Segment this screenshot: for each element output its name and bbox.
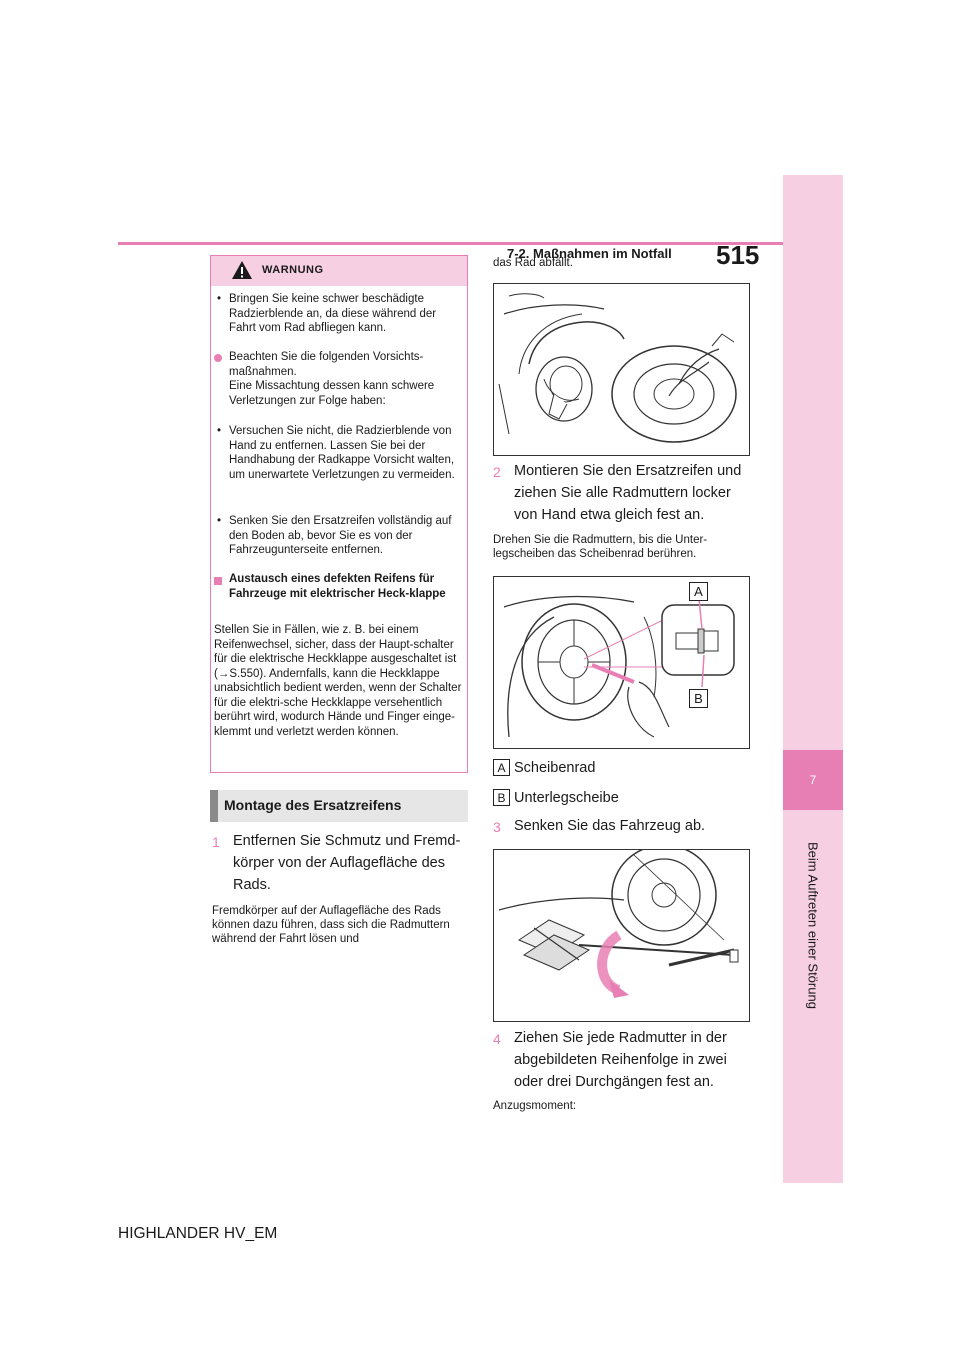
legend-a-text: Scheibenrad	[514, 760, 596, 776]
legend-label-b: B	[493, 789, 510, 806]
figure-lug-nut-tightening	[493, 576, 750, 749]
warning-item-5-title: Austausch eines defekten Reifens für Fahrzeuge mit elektrischer Heck-klappe	[229, 573, 446, 600]
chapter-title-text: Beim Auftreten einer Störung	[805, 842, 821, 1009]
warning-triangle-icon	[231, 260, 253, 280]
page-number: 515	[716, 240, 760, 270]
legend-label-a: A	[493, 759, 510, 776]
step-1-text: Entfernen Sie Schmutz und Fremd-körper von der Auflagefläche des Rads.	[233, 833, 461, 893]
step-4-note: Anzugsmoment:	[493, 1100, 577, 1112]
step-3-number: 3	[493, 819, 501, 835]
warning-item-4: Senken Sie den Ersatzreifen vollständig auf den Boden ab, bevor Sie es von der Fahrzeugunterseite entfernen.	[229, 515, 452, 556]
figure-label-b: B	[689, 689, 708, 708]
warning-item-3: Versuchen Sie nicht, die Radzierblende von Hand zu entfernen. Lassen Sie bei der Handhabung der Radkappe Vorsicht walten, um unerwartete Verletzungen zu vermeiden.	[229, 425, 455, 481]
figure-wheel-cover-removal	[493, 283, 750, 456]
page-reference-link[interactable]: →S.550	[217, 667, 260, 680]
continued-text: das Rad abfällt.	[493, 257, 573, 269]
section-heading-bar	[210, 790, 218, 822]
figure-lower-vehicle	[493, 849, 750, 1022]
lug-nut-illustration	[494, 577, 749, 748]
step-3-text: Senken Sie das Fahrzeug ab.	[514, 818, 706, 834]
header-rule	[118, 242, 783, 245]
jack-lowering-illustration	[494, 850, 749, 1021]
bullet-dot-icon	[214, 354, 222, 362]
footer-model: HIGHLANDER HV_EM	[118, 1225, 278, 1242]
step-1-note: Fremdkörper auf der Auflagefläche des Rads können dazu führen, dass sich die Radmuttern während der Fahrt lösen und	[212, 905, 450, 945]
step-4-text: Ziehen Sie jede Radmutter in der abgebildeten Reihenfolge in zwei oder drei Durchgängen fest an.	[514, 1030, 727, 1090]
legend-b-text: Unterlegscheibe	[514, 790, 619, 806]
chapter-number: 7	[809, 773, 817, 787]
step-2-text: Montieren Sie den Ersatzreifen und ziehen Sie alle Radmuttern locker von Hand etwa gleich fest an.	[514, 463, 742, 523]
warning-title: WARNUNG	[262, 264, 324, 276]
warning-item-5-text: Stellen Sie in Fällen, wie z. B. bei einem Reifenwechsel, sicher, dass der Haupt-schalter für die elektrische Heckklappe ausgeschaltet ist (→S.550). Andernfalls, kann die Heckklappe unabsichtlich bedient werden, wenn der Schalter für die elektri-sche Heckklappe versehentlich berührt wird, wodurch Hände und Finger einge-klemmt und verletzt werden können.	[214, 624, 462, 738]
section-title: 7-2. Maßnahmen im Notfall	[507, 246, 672, 261]
chapter-number-badge[interactable]	[783, 750, 843, 810]
figure-label-a: A	[689, 582, 708, 601]
chapter-title	[797, 842, 829, 1142]
step-2-number: 2	[493, 464, 501, 480]
step-4-number: 4	[493, 1031, 501, 1047]
step-1-number: 1	[212, 834, 220, 850]
warning-item-2: Beachten Sie die folgenden Vorsichts- maßnahmen. Eine Missachtung dessen kann schwere Verletzungen zur Folge haben:	[229, 351, 435, 407]
warning-item-1: Bringen Sie keine schwer beschädigte Radzierblende an, da diese während der Fahrt vom Rad abfliegen kann.	[229, 293, 437, 334]
wheel-cover-illustration	[494, 284, 749, 455]
section-heading: Montage des Ersatzreifens	[224, 797, 402, 813]
bullet-square-icon	[214, 577, 222, 585]
step-2-note: Drehen Sie die Radmuttern, bis die Unter-legscheiben das Scheibenrad berühren.	[493, 534, 708, 560]
